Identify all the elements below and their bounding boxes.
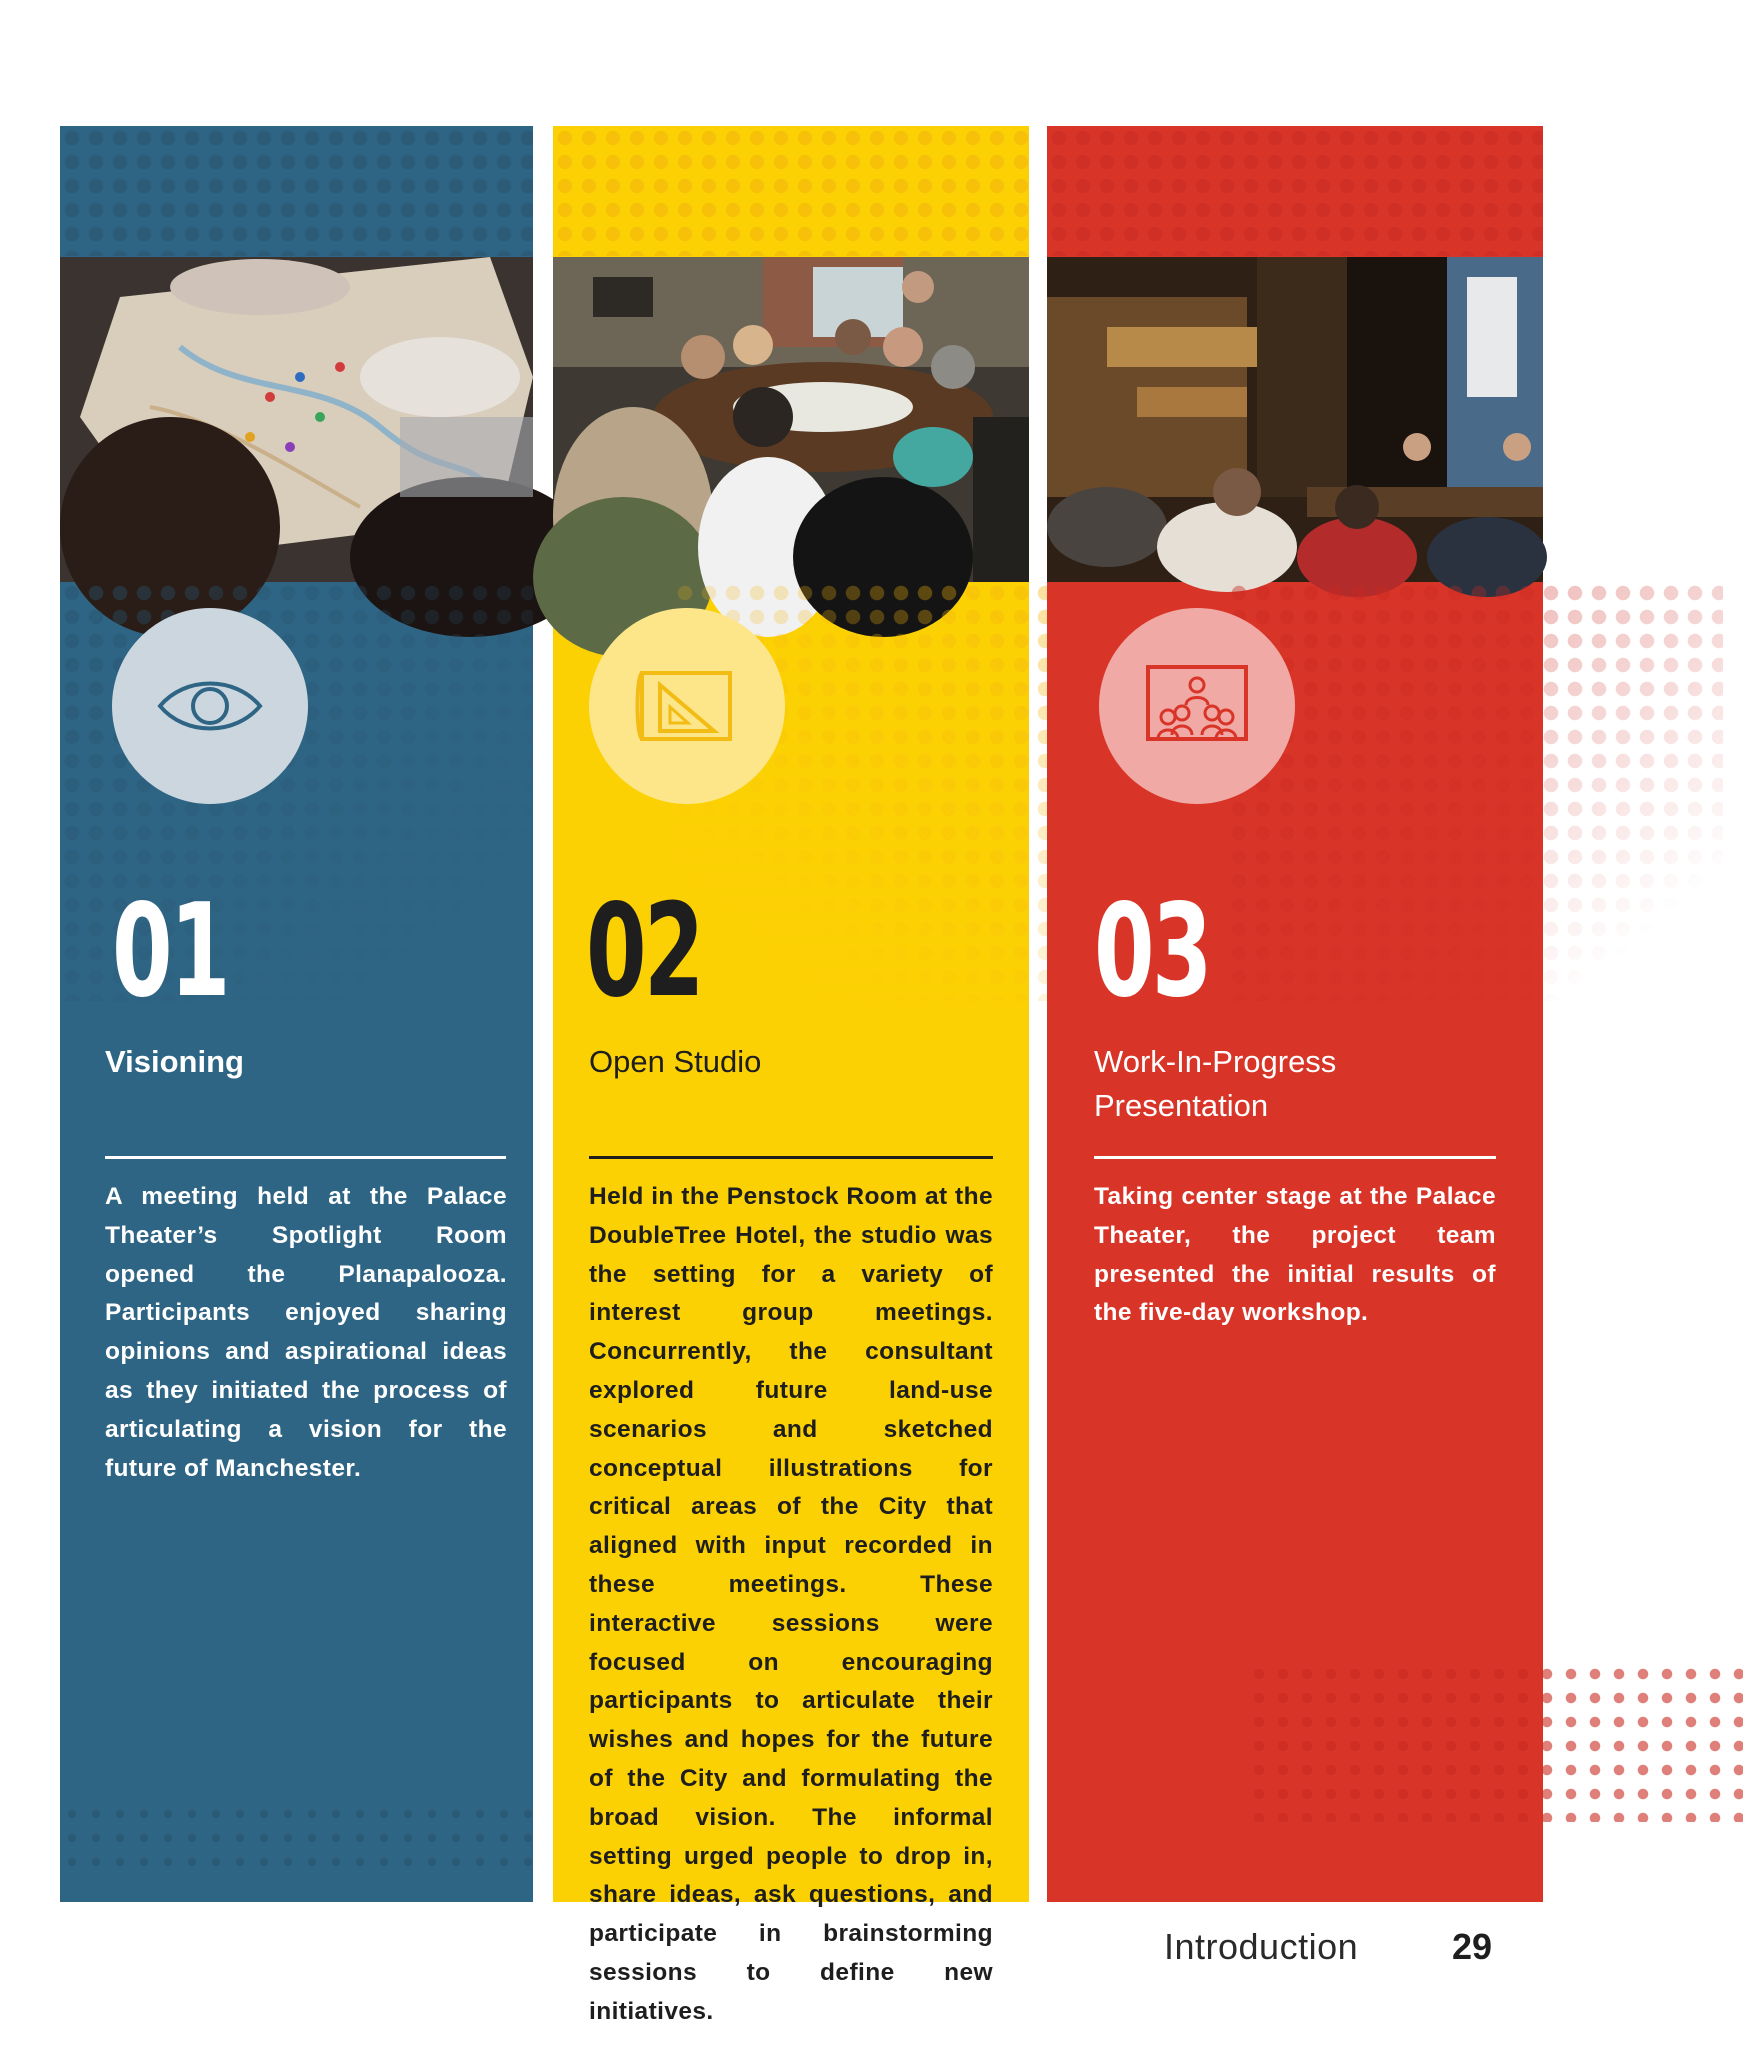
card-body: A meeting held at the Palace Theater’s Spotlight Room opened the Planapalooza. Participants enjoyed sharing opinions and aspirational ideas as they initiated the process of articulating a vision for the future of Manchester.	[105, 1183, 507, 1482]
card-work-in-progress	[1047, 126, 1543, 1902]
card-body: Held in the Penstock Room at the DoubleTree Hotel, the studio was the setting for a variety of interest group meetings. Concurrently, the consultant explored future land-use scenarios and sketched conceptual illustrations for critical areas of the City that aligned with input recorded in these meetings. These interactive sessions were focused on encouraging participants to articulate their wishes and hopes for the future of the City and formulating the broad vision. The informal setting urged people to drop in, share ideas, ask questions, and participate in brainstorming sessions to define new initiatives.	[589, 1183, 993, 2025]
halftone-pattern	[553, 126, 1029, 256]
drafting-icon-badge	[589, 608, 785, 804]
halftone-pattern	[1227, 581, 1723, 1001]
presentation-icon-badge	[1099, 608, 1295, 804]
card-title: Open Studio	[589, 1044, 762, 1079]
card-body: Taking center stage at the Palace Theater, the project team presented the initial results of the five-day workshop.	[1094, 1183, 1496, 1327]
photo-studio-meeting	[553, 257, 1029, 582]
page-number: 29	[1452, 1926, 1493, 1967]
divider	[1094, 1156, 1496, 1159]
card-title: Visioning	[105, 1044, 244, 1079]
footer-section-label: Introduction	[1164, 1926, 1359, 1967]
divider	[105, 1156, 506, 1159]
card-visioning	[60, 126, 533, 1902]
halftone-pattern	[1247, 1662, 1743, 1822]
step-number: 02	[586, 877, 702, 1026]
drafting-plan-icon	[632, 661, 742, 751]
photo-map-workshop	[60, 257, 533, 582]
divider	[589, 1156, 993, 1159]
photo-theater-presentation	[1047, 257, 1543, 582]
card-title: Work-In-Progress Presentation	[1094, 1044, 1337, 1123]
eye-icon-badge	[112, 608, 308, 804]
eye-icon	[155, 671, 265, 741]
step-number: 01	[112, 877, 228, 1026]
step-number: 03	[1094, 877, 1210, 1026]
presentation-audience-icon	[1142, 661, 1252, 751]
card-open-studio	[553, 126, 1029, 2025]
halftone-pattern	[1047, 126, 1543, 256]
halftone-pattern	[60, 1802, 533, 1872]
halftone-pattern	[60, 126, 533, 256]
